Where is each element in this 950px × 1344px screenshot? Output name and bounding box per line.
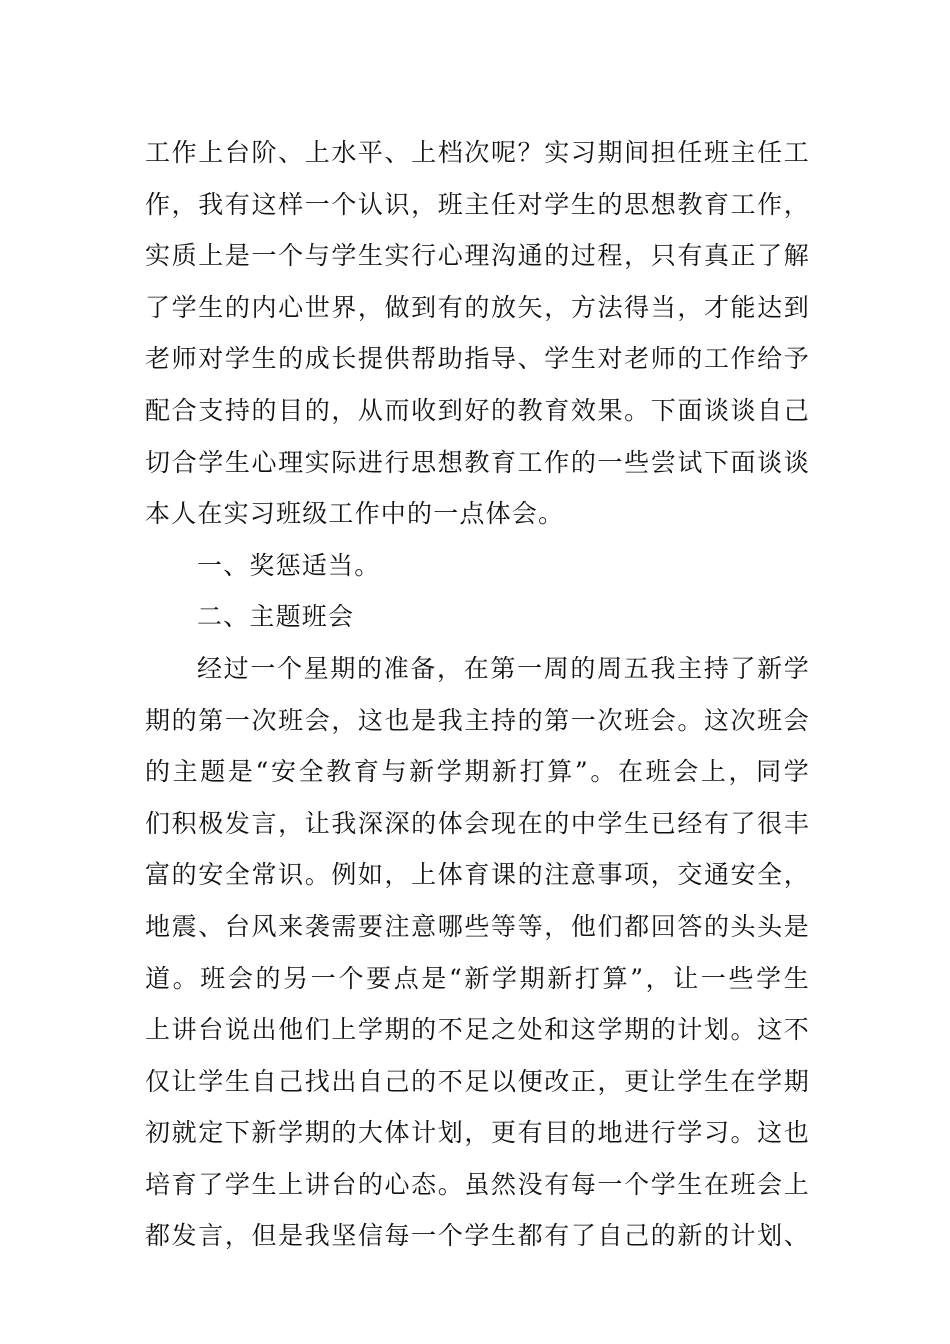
paragraph-2-line-8: 上讲台说出他们上学期的不足之处和这学期的计划。这不 xyxy=(145,1015,810,1045)
section-heading-1: 一、奖惩适当。 xyxy=(197,550,381,580)
paragraph-1-line-6: 配合支持的目的，从而收到好的教育效果。下面谈谈自己 xyxy=(145,395,810,425)
paragraph-1-line-8: 本人在实习班级工作中的一点体会。 xyxy=(145,499,565,529)
paragraph-2-line-7: 道。班会的另一个要点是“新学期新打算”，让一些学生 xyxy=(145,963,810,993)
paragraph-1-line-1: 工作上台阶、上水平、上档次呢？实习期间担任班主任工 xyxy=(145,138,810,167)
section-heading-2: 二、主题班会 xyxy=(197,602,355,632)
paragraph-2-line-9: 仅让学生自己找出自己的不足以便改正，更让学生在学期 xyxy=(145,1066,810,1096)
paragraph-2-line-12: 都发言，但是我坚信每一个学生都有了自己的新的计划、 xyxy=(145,1221,810,1251)
paragraph-1-line-7: 切合学生心理实际进行思想教育工作的一些尝试下面谈谈 xyxy=(145,447,810,477)
paragraph-2-line-5: 富的安全常识。例如，上体育课的注意事项，交通安全， xyxy=(145,860,810,890)
paragraph-1-line-2: 作，我有这样一个认识，班主任对学生的思想教育工作， xyxy=(145,189,810,219)
paragraph-1-line-4: 了学生的内心世界，做到有的放矢，方法得当，才能达到 xyxy=(145,292,810,322)
paragraph-1-line-3: 实质上是一个与学生实行心理沟通的过程，只有真正了解 xyxy=(145,241,810,271)
paragraph-2-line-1: 经过一个星期的准备，在第一周的周五我主持了新学 xyxy=(197,653,810,683)
paragraph-2-line-3: 的主题是“安全教育与新学期新打算”。在班会上，同学 xyxy=(145,757,810,787)
paragraph-2-line-4: 们积极发言，让我深深的体会现在的中学生已经有了很丰 xyxy=(145,808,810,838)
paragraph-2-line-10: 初就定下新学期的大体计划，更有目的地进行学习。这也 xyxy=(145,1118,810,1148)
document-body xyxy=(145,127,810,1262)
paragraph-2-line-2: 期的第一次班会，这也是我主持的第一次班会。这次班会 xyxy=(145,705,810,735)
paragraph-2-line-6: 地震、台风来袭需要注意哪些等等，他们都回答的头头是 xyxy=(145,911,810,941)
paragraph-1-line-5: 老师对学生的成长提供帮助指导、学生对老师的工作给予 xyxy=(145,344,810,374)
paragraph-2-line-11: 培育了学生上讲台的心态。虽然没有每一个学生在班会上 xyxy=(145,1169,810,1199)
